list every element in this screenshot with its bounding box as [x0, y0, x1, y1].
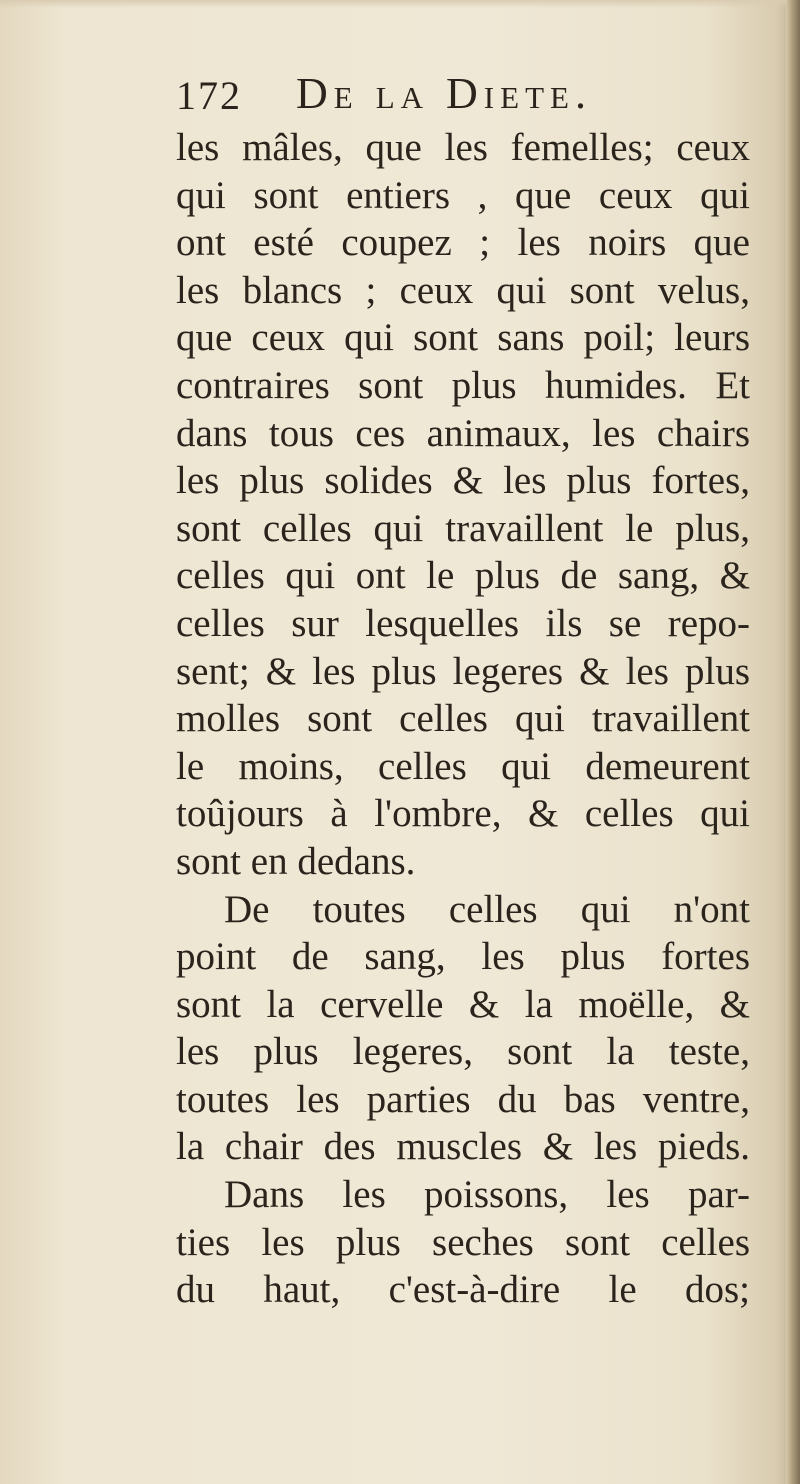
text-line: ont esté coupez ; les noirs que [176, 221, 750, 265]
text-line: sont la cervelle & la moëlle, & [176, 982, 750, 1026]
page-header [176, 68, 696, 124]
text-line: celles qui ont le plus de sang, & [176, 554, 750, 598]
text-line: qui sont entiers , que ceux qui [176, 173, 750, 217]
text-line: point de sang, les plus fortes [176, 935, 750, 979]
text-line: sont celles qui travaillent le plus, [176, 506, 750, 550]
text-line: De toutes celles qui n'ont [224, 887, 750, 931]
text-line: toûjours à l'ombre, & celles qui [176, 792, 750, 836]
text-line: toutes les parties du bas ventre, [176, 1077, 750, 1121]
text-line: que ceux qui sont sans poil; leurs [176, 316, 750, 360]
page-right-edge [786, 0, 800, 1484]
text-line: les plus legeres, sont la teste, [176, 1030, 750, 1074]
text-line: les mâles, que les femelles; ceux [176, 126, 750, 169]
text-line: le moins, celles qui demeurent [176, 744, 750, 788]
text-line: molles sont celles qui travaillent [176, 697, 750, 741]
body-text [176, 124, 750, 1314]
page-number: 172 [176, 73, 242, 118]
running-head: De la Diete. [296, 69, 592, 118]
text-line: contraires sont plus humides. Et [176, 363, 750, 407]
text-line: la chair des muscles & les pieds. [176, 1125, 750, 1169]
text-line: les blancs ; ceux qui sont velus, [176, 268, 750, 312]
text-line: du haut, c'est-à-dire le dos; [176, 1268, 750, 1312]
page-top-edge [0, 0, 800, 8]
text-line: Dans les poissons, les par- [224, 1173, 750, 1217]
text-line: celles sur lesquelles ils se repo- [176, 601, 750, 645]
text-line: ties les plus seches sont celles [176, 1220, 750, 1264]
text-line: sont en dedans. [176, 839, 416, 883]
text-line: dans tous ces animaux, les chairs [176, 411, 750, 455]
text-line: sent; & les plus legeres & les plus [176, 649, 750, 693]
text-line: les plus solides & les plus fortes, [176, 459, 750, 503]
